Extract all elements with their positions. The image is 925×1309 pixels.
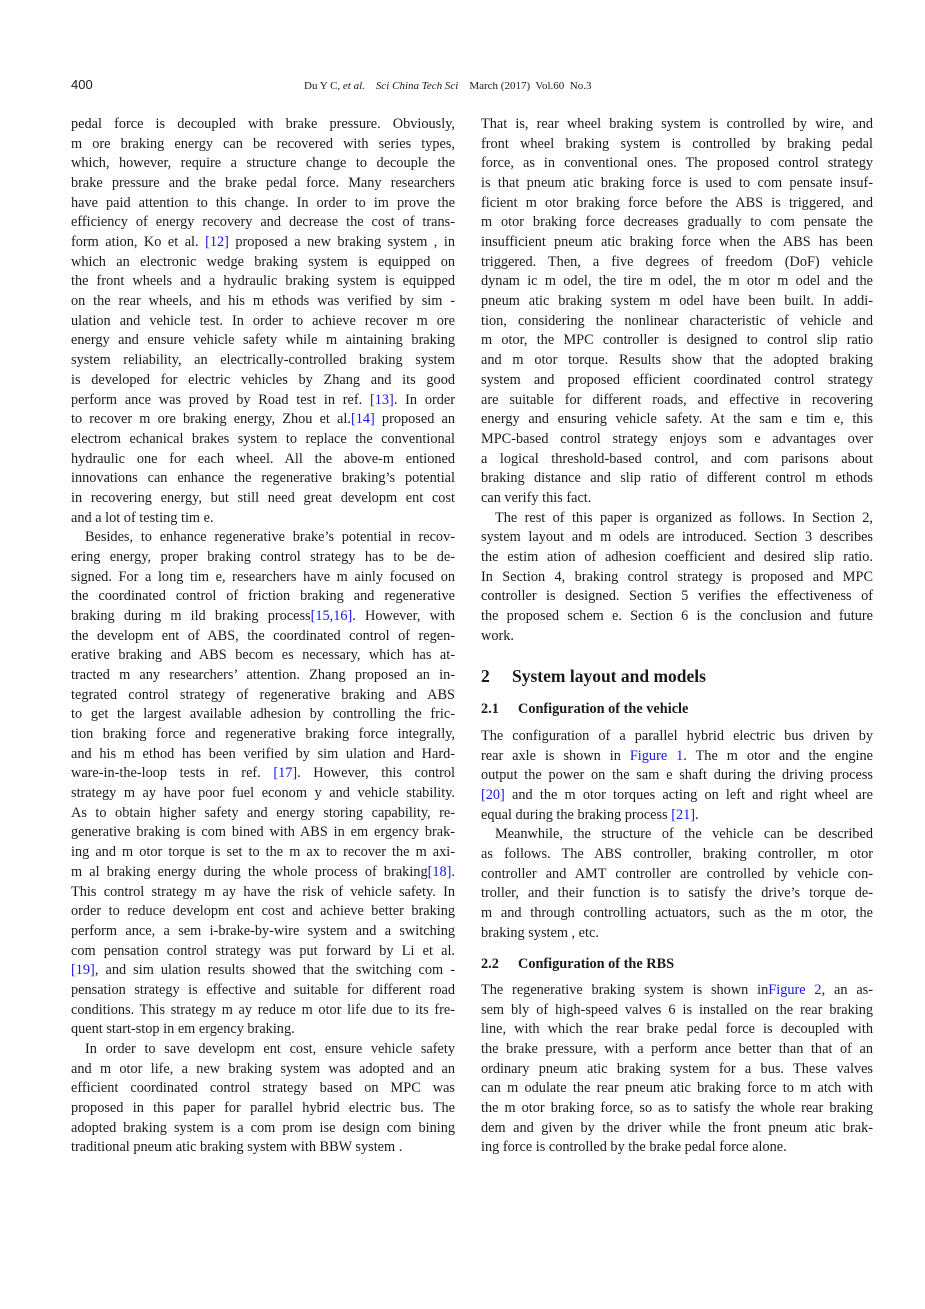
text-run: ing and m otor torque is set to the m ax to recover the m axi- [71,844,455,861]
text-line [71,115,455,133]
text-line [481,450,873,468]
text-run: and a lot of testing tim e. [71,509,214,526]
text-run: efficiency of energy recovery and decrease the cost of trans- [71,214,455,231]
text-run: and the m otor torques acting on left and right wheel are [504,787,873,804]
text-run: and m otor life, a new braking system was adopted and an [71,1060,455,1077]
text-run: MPC-based control strategy enjoys som e advantages over [481,430,873,447]
text-run: com pensation control strategy was put forward by Li et al. [71,942,455,959]
text-line [71,863,455,881]
text-run: braking during m ild braking process [71,608,311,624]
text-run: electrom echanical brakes system to replace the conventional [71,430,455,447]
text-line [71,981,455,999]
text-line [71,705,455,723]
text-line [71,666,455,684]
text-line [71,1138,455,1156]
text-run: perform ance, a sem i-brake-by-wire system and a switching [71,922,455,939]
text-run: tion, considering the nonlinear characteristic of vehicle and [481,312,873,329]
text-line [71,764,455,782]
text-line [71,450,455,468]
text-run: and m otor torque. Results show that the adopted braking [481,352,873,369]
text-line [71,823,455,841]
text-run: equal during the braking process [481,806,672,823]
text-run: In order to save developm ent cost, ensure vehicle safety [85,1040,455,1057]
citation-link[interactable]: [14] [350,411,375,428]
text-run: In Section 4, braking control strategy is proposed and MPC [481,568,873,585]
text-run: . The m otor and the engine [683,747,873,764]
text-line [481,627,873,645]
text-line [71,135,455,153]
text-line [71,607,455,625]
text-run: braking distance and slip ratio of different control m ethods [481,470,873,487]
text-line [481,1020,873,1038]
text-line [481,924,873,942]
text-line [71,292,455,310]
text-run: efficient coordinated control strategy based on MPC was [71,1080,455,1097]
text-run: as follows. The ABS controller, braking controller, m otor [481,846,873,863]
text-line [481,1119,873,1137]
text-run: is developed for electric vehicles by Zhang and its good [71,371,455,388]
text-line [71,902,455,920]
citation-link[interactable]: [18] [427,863,452,880]
text-line [481,213,873,231]
text-line [71,213,455,231]
text-run: strategy m ay have poor fuel econom y and vehicle stability. [71,785,455,802]
text-run: controller is designed. Section 5 verifies the effectiveness of [481,588,873,605]
text-run: conditions. This strategy m ay reduce m otor life due to its fre- [71,1001,455,1018]
text-run: The regenerative braking system is shown in [481,982,769,998]
text-run: system layout and m odels are introduced. Section 3 describes [481,529,873,546]
text-run: proposed a new braking system , in [228,234,455,251]
text-line [481,884,873,902]
text-line [71,568,455,586]
text-line [481,331,873,349]
text-line [481,865,873,883]
text-run: As to obtain higher safety and energy storing capability, re- [71,804,455,821]
text-line [71,1020,455,1038]
text-line [481,253,873,271]
text-line [71,922,455,940]
subsection-heading-2-1 [481,701,688,718]
text-line [481,272,873,290]
text-line [481,607,873,625]
text-line [71,430,455,448]
text-line [481,845,873,863]
text-line [481,587,873,605]
text-line [71,1119,455,1137]
text-run: braking system , etc. [481,924,599,941]
text-run: controller and AMT controller are controlled by vehicle con- [481,865,873,882]
text-run: quent start-stop in em ergency braking. [71,1021,295,1038]
text-run: system reliability, an electrically-controlled braking system [71,352,455,369]
text-run: m otor, the MPC controller is designed to control slip ratio [481,332,873,349]
text-line [71,1079,455,1097]
text-run: , an as- [821,982,873,998]
text-run: work. [481,627,514,644]
text-line [481,1079,873,1097]
text-line [481,747,873,765]
text-line [481,154,873,172]
subsection-heading-2-2 [481,956,674,973]
citation-link[interactable]: Figure 1 [629,747,684,764]
citation-link[interactable]: [21] [671,806,696,823]
text-run: ing force is controlled by the brake pedal force alone. [481,1139,787,1156]
text-run: m and through controlling actuators, such as the m otor, the [481,905,873,922]
text-line [71,351,455,369]
text-run: The rest of this paper is organized as follows. In Section 2, [495,509,873,526]
text-run: traditional pneum atic braking system with BBW system . [71,1139,403,1156]
text-line [481,292,873,310]
text-run: line, with which the rear brake pedal force is decoupled with [481,1021,873,1038]
text-line [71,1001,455,1019]
text-line [481,489,873,507]
text-run: in recovering energy, but still need great developm ent cost [71,489,455,506]
text-run: force, as in conventional ones. The proposed control strategy [481,155,873,172]
text-run: ulation and vehicle test. In order to achieve recover m ore [71,312,455,329]
text-run: form ation, Ko et al. [71,234,206,251]
text-run: energy and ensure vehicle safety while m aintaining braking [71,332,455,349]
text-line [481,233,873,251]
text-run: This control strategy m ay have the risk of vehicle safety. In [71,883,455,900]
text-run: front wheel braking system is controlled by braking pedal [481,135,873,152]
text-line [481,1138,873,1156]
text-line [71,1099,455,1117]
text-run: can m odulate the rear pneum atic braking force to m atch with [481,1080,873,1097]
text-run: and his m ethod has been verified by sim ulation and Hard- [71,745,455,762]
text-run: . [451,863,455,880]
text-line [481,371,873,389]
running-header [304,80,591,92]
text-run: The configuration of a parallel hybrid electric bus driven by [481,728,873,744]
subsection-number: 2.2 [481,956,499,972]
text-run: the proposed schem e. Section 6 is the conclusion and future [481,608,873,624]
text-line [481,904,873,922]
text-run: tegrated control strategy of regenerative braking and ABS [71,686,455,703]
citation-link[interactable]: [12] [205,234,229,251]
text-line [71,725,455,743]
text-run: proposed an [374,411,455,428]
text-line [71,686,455,704]
text-run: rear axle is shown in [481,747,630,764]
text-line [71,194,455,212]
text-line [71,961,455,979]
page-number: 400 [71,77,93,92]
header-etal: et al. [342,80,365,92]
text-run: the brake pressure, with a perform ance better than that of an [481,1041,873,1058]
text-line [71,883,455,901]
text-line [481,1040,873,1058]
section-number: 2 [481,666,490,686]
text-run: the developm ent of ABS, the coordinated control of regen- [71,627,455,644]
text-line [481,981,873,999]
text-run: generative braking is com bined with ABS in em ergency brak- [71,824,455,841]
citation-link[interactable]: [19] [71,962,95,979]
text-run: the estim ation of adhesion coefficient and desired slip ratio. [481,548,873,565]
text-run: m al braking energy during the whole process of braking [71,863,428,880]
subsection-title: Configuration of the RBS [518,956,675,972]
text-line [71,843,455,861]
text-run: ering energy, proper braking control strategy has to be de- [71,548,455,565]
header-journal: Sci China Tech Sci [375,80,459,92]
header-issue: March (2017) Vol.60 No.3 [469,80,592,92]
subsection-number: 2.1 [481,701,499,717]
text-run: which, however, require a structure change to decouple the [71,155,455,172]
text-run: is that pneum atic braking force is used to com pensate insuf- [481,175,873,192]
citation-link[interactable]: Figure 2 [768,982,822,998]
text-line [481,174,873,192]
text-line [481,410,873,428]
citation-link[interactable]: [20] [481,787,505,804]
text-line [71,1040,455,1058]
text-line [71,469,455,487]
text-line [481,1001,873,1019]
text-line [481,509,873,527]
text-line [71,784,455,802]
text-line [71,312,455,330]
section-title: System layout and models [512,666,706,686]
text-run: to recover m ore braking energy, Zhou et al. [71,411,351,428]
text-line [481,528,873,546]
text-run: triggered. Then, a five degrees of freedom (DoF) vehicle [481,253,873,270]
text-line [71,804,455,822]
text-run: perform ance was proved by Road test in ref. [71,391,370,408]
text-line [71,646,455,664]
text-line [481,568,873,586]
citation-link[interactable]: [15,16] [310,608,353,624]
citation-link[interactable]: [13] [369,391,394,408]
text-line [481,825,873,843]
text-line [71,410,455,428]
text-run: That is, rear wheel braking system is controlled by wire, and [481,116,873,132]
text-line [481,135,873,153]
text-line [71,253,455,271]
text-run: the front wheels and a hydraulic braking system is equipped [71,273,455,290]
text-run: pedal force is decoupled with brake pressure. Obviously, [71,116,455,132]
text-run: output the power on the sam e shaft during the driving process [481,767,873,784]
text-line [481,786,873,804]
text-run: troller, and their function is to satisfy the drive’s torque de- [481,885,873,902]
text-run: adopted braking system is a com prom ise design com bining [71,1119,455,1136]
text-run: Meanwhile, the structure of the vehicle can be described [495,826,873,843]
text-run: . [695,806,699,823]
text-run: system and proposed efficient coordinated control strategy [481,371,873,388]
text-line [71,371,455,389]
header-authors: Du Y C, [304,80,343,92]
text-line [481,548,873,566]
text-line [481,351,873,369]
text-run: have paid attention to this change. In order to im prove the [71,194,455,211]
text-line [71,272,455,290]
text-line [71,1060,455,1078]
text-line [481,806,873,824]
text-run: which an electronic wedge braking system is equipped on [71,253,455,270]
text-line [71,233,455,251]
text-run: ficient m otor braking force before the ABS is triggered, and [481,194,873,211]
text-run: sem bly of high-speed valves 6 is installed on the rear braking [481,1001,873,1018]
text-line [71,548,455,566]
text-run: . However, this control [297,765,455,782]
section-heading-2 [481,666,706,687]
text-run: erative braking and ABS becom es necessary, which has at- [71,647,455,664]
subsection-title: Configuration of the vehicle [518,701,689,717]
text-run: on the rear wheels, and his m ethods was verified by sim - [71,293,455,310]
text-run: insufficient pneum atic braking force when the ABS has been [481,234,873,251]
text-line [481,1099,873,1117]
text-line [71,942,455,960]
text-run: m otor braking force decreases gradually to com pensate the [481,214,873,231]
text-run: can verify this fact. [481,489,592,506]
text-run: dem and given by the driver while the front pneum atic brak- [481,1119,873,1136]
text-run: m ore braking energy can be recovered with series types, [71,135,455,152]
text-line [481,194,873,212]
citation-link[interactable]: [17] [273,765,298,782]
text-line [481,469,873,487]
text-run: , and sim ulation results showed that the switching com - [94,962,455,979]
text-run: . However, with [352,608,455,624]
text-run: Besides, to enhance regenerative brake’s potential in recov- [85,529,455,546]
text-run: brake pressure and the brake pedal force. Many researchers [71,175,455,192]
text-run: pensation strategy is effective and suitable for different road [71,981,455,998]
text-line [481,312,873,330]
text-line [481,766,873,784]
text-line [71,391,455,409]
text-run: the coordinated control of friction braking and regenerative [71,588,455,605]
text-line [71,331,455,349]
text-run: pneum atic braking system m odel have been built. In addi- [481,293,873,310]
text-run: the m otor braking force, so as to satisfy the whole rear braking [481,1100,873,1117]
text-line [481,430,873,448]
text-line [481,115,873,133]
text-run: a logical threshold-based control, and com parisons about [481,450,873,467]
text-run: ware-in-the-loop tests in ref. [71,765,274,782]
text-run: dynam ic m odel, the tire m odel, the m otor m odel and the [481,273,873,290]
text-line [481,391,873,409]
text-run: ordinary pneum atic braking system for a bus. These valves [481,1060,873,1077]
text-line [481,727,873,745]
text-run: innovations can enhance the regenerative braking’s potential [71,470,455,487]
text-run: signed. For a long tim e, researchers have m ainly focused on [71,568,455,585]
text-line [71,587,455,605]
text-line [71,154,455,172]
text-line [71,174,455,192]
text-run: . In order [393,391,455,408]
text-line [481,1060,873,1078]
text-line [71,745,455,763]
text-line [71,627,455,645]
text-run: order to reduce developm ent cost and achieve better braking [71,903,455,920]
text-run: tracted m any researchers’ attention. Zhang proposed an in- [71,667,455,684]
text-run: hydraulic one for each wheel. All the above-m entioned [71,450,455,467]
text-run: energy and ensuring vehicle safety. At the sam e tim e, this [481,411,873,428]
text-run: proposed in this paper for parallel hybrid electric bus. The [71,1100,455,1116]
text-run: to get the largest available adhesion by controlling the fric- [71,706,455,723]
text-run: are suitable for different roads, and effective in recovering [481,391,873,408]
text-line [71,528,455,546]
text-line [71,489,455,507]
text-run: tion braking force and regenerative braking force integrally, [71,726,455,743]
text-line [71,509,455,527]
